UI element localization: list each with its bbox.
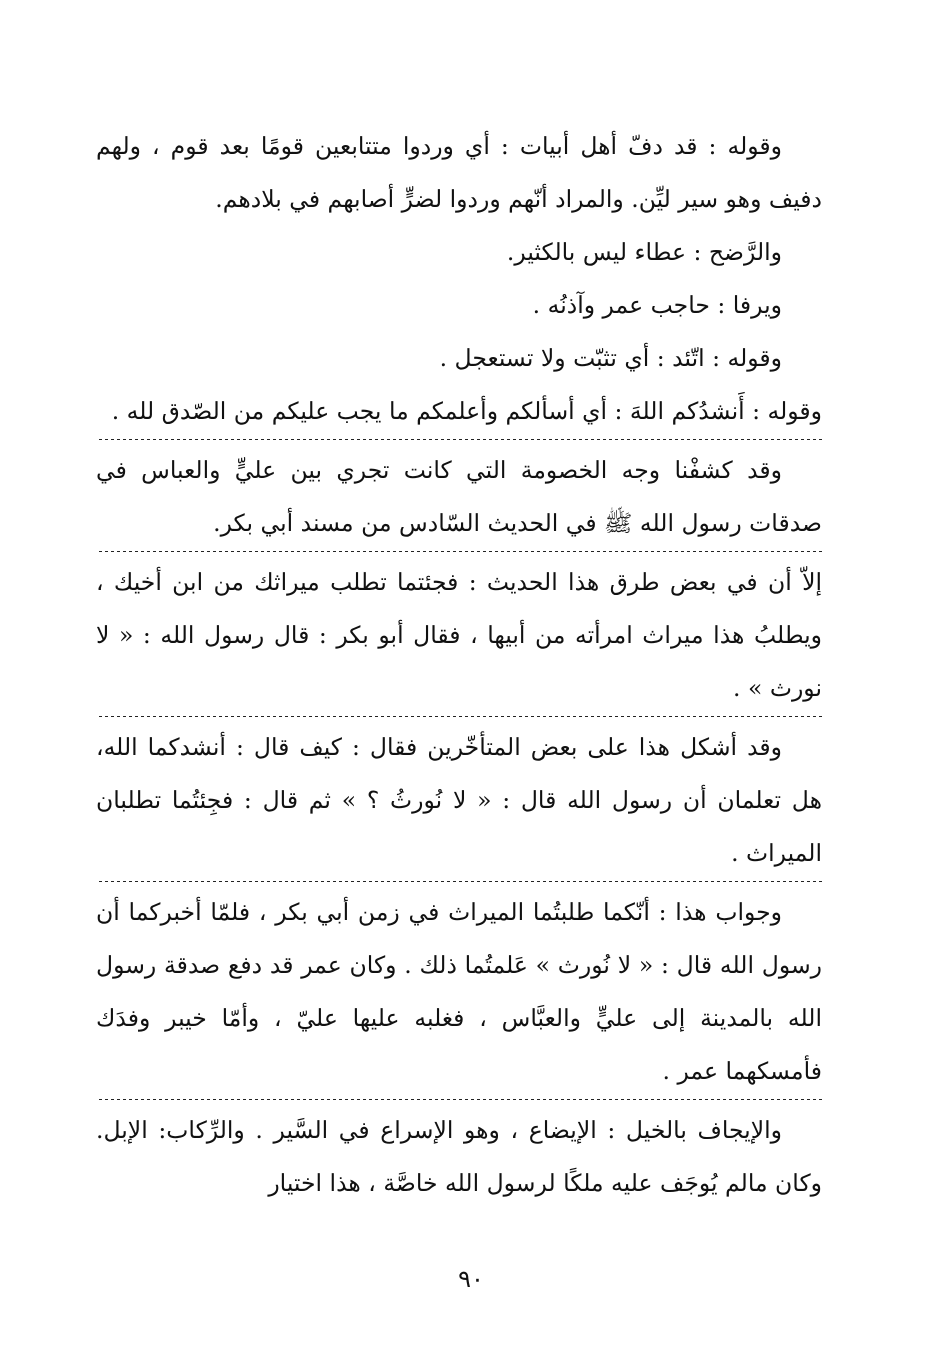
- section-divider: [96, 881, 822, 882]
- paragraph-5: وقوله : أَنشدُكم اللهَ : أي أسألكم وأعلمكم ما يجب عليكم من الصّدق لله .: [111, 397, 822, 425]
- section-divider: [96, 716, 822, 717]
- paragraph-1: وقوله : قد دفّ أهل أبيات : أي وردوا متتابعين قومًا بعد قوم ، ولهم دفيف وهو سير ليِّن. والمراد أنّهم وردوا لضرٍّ أصابهم في بلادهم.: [96, 132, 822, 213]
- paragraph-3: ويرفا : حاجب عمر وآذنُه .: [532, 291, 782, 319]
- body-text: [96, 120, 822, 1210]
- section-divider: [96, 551, 822, 552]
- paragraph-6: وقد كشفْنا وجه الخصومة التي كانت تجري بين عليٍّ والعباس في صدقات رسول الله ﷺ في الحديث السّادس من مسند أبي بكر.: [96, 456, 822, 537]
- paragraph-4: وقوله : اتّئد : أي تثبّت ولا تستعجل .: [439, 344, 782, 372]
- section-divider: [96, 439, 822, 440]
- paragraph-8: وقد أشكل هذا على بعض المتأخّرين فقال : كيف قال : أنشدكما الله، هل تعلمان أن رسول الله قال : « لا نُورثُ ؟ » ثم قال : فجِئتُما تطلبان الميراث .: [96, 733, 822, 867]
- section-divider: [96, 1099, 822, 1100]
- paragraph-7: إلاّ أن في بعض طرق هذا الحديث : فجئتما تطلب ميراثك من ابن أخيك ، ويطلبُ هذا ميراث امرأته من أبيها ، فقال أبو بكر : قال رسول الله : « لا نورث » .: [96, 568, 822, 702]
- page-number: ٩٠: [458, 1265, 484, 1293]
- paragraph-2: والرَّضح : عطاء ليس بالكثير.: [506, 238, 782, 266]
- paragraph-9: وجواب هذا : أنّكما طلبتُما الميراث في زمن أبي بكر ، فلمّا أخبركما أن رسول الله قال : « لا نُورث » عَلمتُما ذلك . وكان عمر قد دفع صدقة رسول الله بالمدينة إلى عليٍّ والعبَّاس ، فغلبه عليها عليّ ، وأمّا خيبر وفدَك فأمسكهما عمر .: [96, 898, 822, 1085]
- paragraph-10: والإيجاف بالخيل : الإيضاع ، وهو الإسراع في السَّير . والرِّكاب: الإبل. وكان مالم يُوجَف عليه ملكًا لرسول الله خاصَّة ، هذا اختيار: [96, 1116, 822, 1197]
